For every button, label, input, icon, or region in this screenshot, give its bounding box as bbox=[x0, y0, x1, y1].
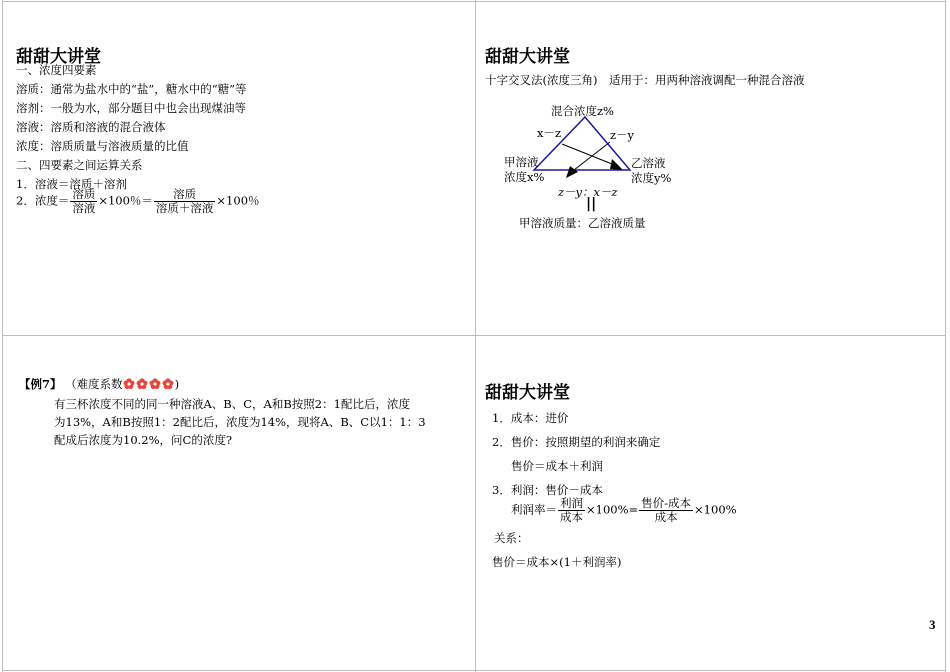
middle-divider-horizontal bbox=[2, 335, 945, 336]
slide1-line: 一、浓度四要素 bbox=[16, 63, 97, 77]
flower-icon bbox=[123, 378, 135, 390]
solution-a-concentration: 浓度x% bbox=[504, 170, 545, 184]
rate-times: ×100%= bbox=[586, 502, 639, 517]
formula-times: ×100％＝ bbox=[98, 193, 153, 208]
slide1-line: 溶质：通常为盐水中的“盐”，糖水中的“糖”等 bbox=[16, 82, 247, 96]
fraction-price-minus-cost-over-cost: $\frac{\text{售价-成本}}{\text{成本}}$ bbox=[641, 496, 692, 524]
right-border bbox=[945, 0, 946, 672]
fraction-solute-over-solution: $\frac{\text{溶质}}{\text{溶液}}$ bbox=[72, 187, 96, 215]
difficulty-label: （难度系数 bbox=[65, 377, 123, 391]
difference-ratio: z－y：x－z bbox=[558, 185, 618, 199]
top-border bbox=[2, 1, 945, 2]
slide4-item: 1．成本：进价 bbox=[492, 411, 569, 425]
slide1-line: 溶液：溶质和溶液的混合液体 bbox=[16, 120, 166, 134]
cross-arrow-left-to-right bbox=[562, 144, 612, 164]
difficulty-rating bbox=[123, 377, 175, 391]
relation-formula: 售价＝成本×(1＋利润率) bbox=[492, 555, 622, 569]
problem-line: 有三杯浓度不同的同一种溶液A、B、C，A和B按照2：1配比后，浓度 bbox=[54, 397, 410, 411]
page-number: 3 bbox=[929, 617, 936, 632]
slide4-title: 甜甜大讲堂 bbox=[485, 383, 570, 403]
equals-sign: || bbox=[586, 196, 597, 212]
example-label: 【例7】 bbox=[19, 377, 62, 391]
right-difference-label: z－y bbox=[610, 128, 635, 142]
left-difference-label: x－z bbox=[537, 126, 562, 140]
concentration-formula bbox=[16, 188, 260, 215]
slide1-title: 甜甜大讲堂 bbox=[16, 47, 101, 67]
problem-line: 为13%，A和B按照1：2配比后，浓度为14%，现将A、B、C以1：1：3 bbox=[54, 415, 426, 429]
formula-times: ×100％ bbox=[216, 193, 260, 208]
cross-arrow-right-to-left bbox=[574, 142, 610, 170]
solution-b-label: 乙溶液 bbox=[631, 156, 666, 170]
flower-icon bbox=[149, 378, 161, 390]
slide1-line: 溶剂：一般为水，部分题目中也会出现煤油等 bbox=[16, 101, 246, 115]
concentration-triangle-diagram bbox=[530, 112, 640, 182]
solution-b-concentration: 浓度y% bbox=[631, 171, 672, 185]
fraction-solute-over-sum: $\frac{\text{溶质}}{\text{溶质＋溶液}}$ bbox=[155, 187, 214, 215]
triangle-shape bbox=[534, 117, 630, 170]
slide1-line: 二、四要素之间运算关系 bbox=[16, 158, 143, 172]
slide2-title: 甜甜大讲堂 bbox=[485, 47, 570, 67]
arrowhead-right bbox=[610, 159, 623, 170]
mixed-concentration-label: 混合浓度z% bbox=[551, 104, 614, 118]
flower-icon bbox=[136, 378, 148, 390]
rate-prefix: 利润率＝ bbox=[511, 502, 557, 517]
fraction-profit-over-cost: $\frac{\text{利润}}{\text{成本}}$ bbox=[560, 496, 583, 524]
problem-line: 配成后浓度为10.2%，问C的浓度? bbox=[54, 433, 232, 447]
difficulty-close: ) bbox=[174, 377, 180, 391]
slide4-item: 2．售价：按照期望的利润来确定 bbox=[492, 435, 661, 449]
slide2-subtitle: 十字交叉法(浓度三角) 适用于：用两种溶液调配一种混合溶液 bbox=[485, 73, 805, 87]
slide1-line: 1．溶液＝溶质＋溶剂 bbox=[16, 177, 127, 191]
left-border bbox=[2, 0, 3, 672]
slide4-item: 3．利润：售价－成本 bbox=[492, 483, 603, 497]
middle-divider-vertical bbox=[475, 0, 476, 672]
rate-suffix: ×100% bbox=[694, 502, 737, 517]
bottom-border bbox=[2, 670, 945, 671]
slide4-item: 售价＝成本＋利润 bbox=[511, 459, 603, 473]
flower-icon bbox=[162, 378, 174, 390]
formula-prefix: 2．浓度＝ bbox=[16, 193, 70, 208]
profit-rate-formula bbox=[511, 497, 737, 524]
example-header bbox=[19, 377, 179, 391]
solution-a-label: 甲溶液 bbox=[504, 155, 539, 169]
relation-label: 关系： bbox=[494, 531, 529, 545]
mass-ratio: 甲溶液质量：乙溶液质量 bbox=[519, 216, 646, 230]
slide1-line: 浓度：溶质质量与溶液质量的比值 bbox=[16, 139, 189, 153]
